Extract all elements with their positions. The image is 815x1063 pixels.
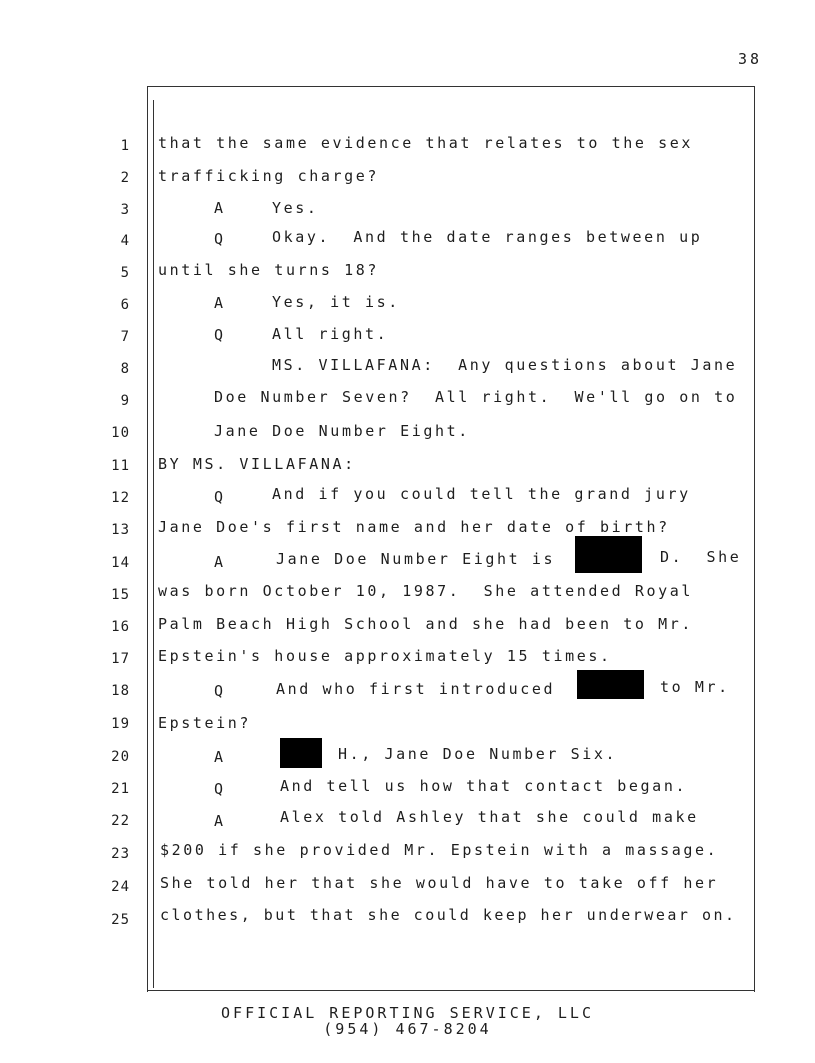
line-number: 5 [120, 265, 130, 281]
line-number: 16 [111, 619, 130, 635]
line-text: $200 if she provided Mr. Epstein with a massage. [160, 841, 719, 859]
footer-company: OFFICIAL REPORTING SERVICE, LLC [221, 1004, 594, 1022]
page-number: 38 [738, 50, 763, 68]
line-text: until she turns 18? [158, 261, 379, 279]
redaction-box [577, 670, 644, 699]
line-number: 2 [120, 170, 130, 186]
line-text: And tell us how that contact began. [280, 777, 688, 795]
line-number: 11 [111, 458, 130, 474]
line-text: BY MS. VILLAFANA: [158, 455, 356, 473]
redaction-box [280, 738, 322, 768]
line-number: 19 [111, 716, 130, 732]
line-text: Yes. [272, 199, 319, 217]
line-number: 17 [111, 651, 130, 667]
line-text: And if you could tell the grand jury [272, 485, 691, 503]
line-number: 25 [111, 912, 130, 928]
line-text: Epstein? [158, 714, 252, 732]
footer-phone: (954) 467-8204 [323, 1020, 492, 1038]
redaction-box [575, 536, 642, 573]
line-number: 20 [111, 749, 130, 765]
line-number: 9 [120, 393, 130, 409]
line-number: 14 [111, 555, 130, 571]
line-text: Epstein's house approximately 15 times. [158, 647, 612, 665]
line-text-after-redaction: D. She [660, 548, 742, 566]
line-text: that the same evidence that relates to the sex [158, 134, 694, 152]
speaker-label: Q [214, 682, 226, 700]
line-number: 7 [120, 329, 130, 345]
speaker-label: A [214, 812, 226, 830]
speaker-label: Q [214, 230, 226, 248]
line-text-after-redaction: to Mr. [660, 678, 730, 696]
line-number: 13 [111, 522, 130, 538]
speaker-label: Q [214, 326, 226, 344]
line-number: 22 [111, 813, 130, 829]
line-text: was born October 10, 1987. She attended Royal [158, 582, 694, 600]
frame-bottom-border [147, 990, 754, 991]
line-text: All right. [272, 325, 389, 343]
line-text: Jane Doe's first name and her date of birth? [158, 518, 670, 536]
line-text: clothes, but that she could keep her underwear on. [160, 906, 737, 924]
line-text: Okay. And the date ranges between up [272, 228, 703, 246]
speaker-label: A [214, 294, 226, 312]
line-number: 18 [111, 683, 130, 699]
line-number: 6 [120, 297, 130, 313]
line-text: Jane Doe Number Eight. [214, 422, 470, 440]
line-text: And who first introduced [276, 680, 556, 698]
line-number: 8 [120, 361, 130, 377]
line-number: 1 [120, 138, 130, 154]
line-number: 3 [120, 202, 130, 218]
speaker-label: Q [214, 488, 226, 506]
speaker-label: A [214, 199, 226, 217]
frame-top-border [147, 86, 754, 87]
line-text: Doe Number Seven? All right. We'll go on to [214, 388, 738, 406]
line-text: Palm Beach High School and she had been to Mr. [158, 615, 694, 633]
line-text: Jane Doe Number Eight is [276, 550, 556, 568]
frame-right-border [754, 86, 755, 992]
line-number: 21 [111, 781, 130, 797]
frame-margin-rule [153, 100, 154, 988]
line-text: Yes, it is. [272, 293, 400, 311]
line-text: trafficking charge? [158, 167, 379, 185]
line-number: 10 [111, 425, 130, 441]
line-number: 15 [111, 587, 130, 603]
speaker-label: A [214, 553, 226, 571]
speaker-label: Q [214, 780, 226, 798]
line-number: 4 [120, 233, 130, 249]
line-number: 23 [111, 846, 130, 862]
line-text: MS. VILLAFANA: Any questions about Jane [272, 356, 738, 374]
line-number: 12 [111, 490, 130, 506]
frame-left-border [147, 86, 148, 992]
line-text-after-redaction: H., Jane Doe Number Six. [338, 745, 618, 763]
line-text: She told her that she would have to take off her [160, 874, 719, 892]
speaker-label: A [214, 748, 226, 766]
line-text: Alex told Ashley that she could make [280, 808, 699, 826]
line-number: 24 [111, 879, 130, 895]
